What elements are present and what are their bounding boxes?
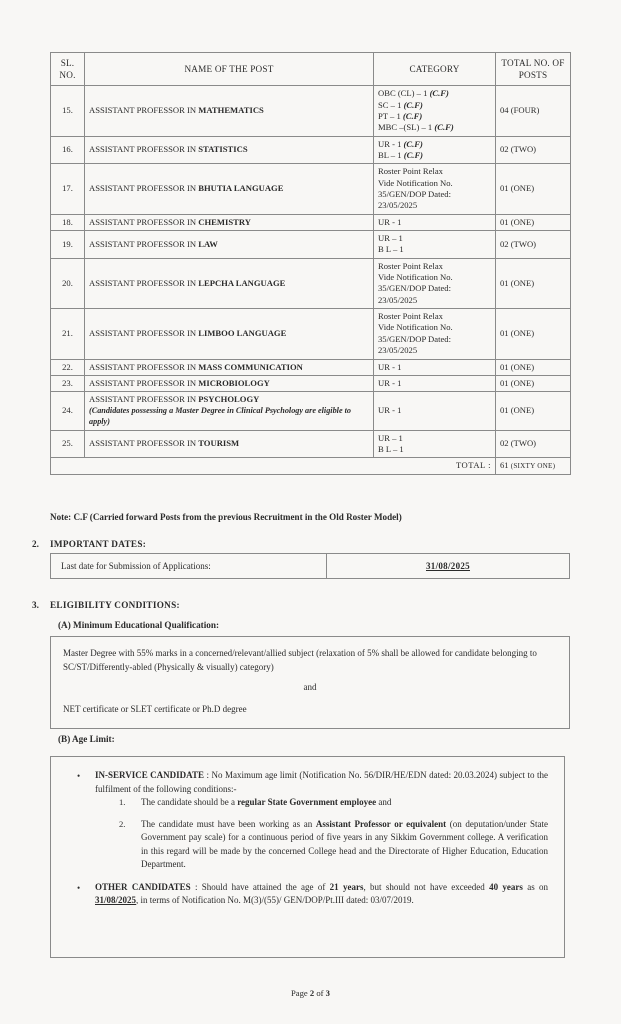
cell-category: UR – 1 B L – 1 xyxy=(374,231,496,259)
cell-category: OBC (CL) – 1 (C.F) SC – 1 (C.F) PT – 1 (C.F) MBC –(SL) – 1 (C.F) xyxy=(374,86,496,136)
cell-total-posts: 01 (ONE) xyxy=(496,258,571,308)
table-row xyxy=(51,392,571,430)
bullet-lead: OTHER CANDIDATES xyxy=(95,881,191,892)
table-row xyxy=(51,309,571,359)
cell-post-name: ASSISTANT PROFESSOR IN CHEMISTRY xyxy=(85,214,374,230)
cell-category: UR - 1 (C.F) BL – 1 (C.F) xyxy=(374,136,496,164)
important-dates-table xyxy=(50,553,570,579)
cell-total-posts: 04 (FOUR) xyxy=(496,86,571,136)
sub-item-number: 1. xyxy=(119,797,126,807)
cell-category: Roster Point Relax Vide Notification No. 35/GEN/DOP Dated: 23/05/2025 xyxy=(374,309,496,359)
age-limit-bullet: • IN-SERVICE CANDIDATE : No Maximum age limit (Notification No. 56/DIR/HE/EDN dated: 20.03.2024) subject to the fulfilment of the following conditions:- 1. The candidate should be a regular State Government employee and 2. The candidate must have been working as an Assistant Professor or equivalent (on deputation/under State Government pay scale) for a continuous period of five years in any Sikkim Government college. A verification in this regard will be made by the concerned College head and the Directorate of Higher Education, Education Department. xyxy=(67,769,548,872)
footer-middle: of xyxy=(314,988,326,998)
cell-total-posts: 01 (ONE) xyxy=(496,375,571,391)
bullet-sub-item: 2. The candidate must have been working as an Assistant Professor or equivalent (on deputation/under State Government pay scale) for a continuous period of five years in any Sikkim Government college. A verification in this regard will be made by the concerned College head and the Directorate of Higher Education, Education Department. xyxy=(119,818,548,869)
cell-sl-no: 20. xyxy=(51,258,85,308)
important-dates-heading: IMPORTANT DATES: xyxy=(50,539,147,549)
cell-post-name: ASSISTANT PROFESSOR IN LAW xyxy=(85,231,374,259)
last-date-value: 31/08/2025 xyxy=(327,554,570,579)
cell-sl-no: 16. xyxy=(51,136,85,164)
cell-category: UR - 1 xyxy=(374,375,496,391)
cell-total-posts: 01 (ONE) xyxy=(496,214,571,230)
page-footer xyxy=(0,988,621,998)
cell-post-name: ASSISTANT PROFESSOR IN MICROBIOLOGY xyxy=(85,375,374,391)
bullet-icon: • xyxy=(77,882,81,893)
header-sl-no: SL. NO. xyxy=(51,53,85,86)
posts-table-body xyxy=(51,86,571,474)
last-date-row xyxy=(51,554,570,579)
cell-post-name: ASSISTANT PROFESSOR IN TOURISM xyxy=(85,430,374,458)
cell-total-posts: 01 (ONE) xyxy=(496,164,571,214)
post-subject: BHUTIA LANGUAGE xyxy=(198,183,284,194)
sub-item-number: 2. xyxy=(119,818,126,829)
cell-category: Roster Point Relax Vide Notification No. 35/GEN/DOP Dated: 23/05/2025 xyxy=(374,164,496,214)
cell-category: UR - 1 xyxy=(374,392,496,430)
qualification-box xyxy=(50,636,570,729)
cell-post-name: ASSISTANT PROFESSOR IN MATHEMATICS xyxy=(85,86,374,136)
last-date-label: Last date for Submission of Applications: xyxy=(51,554,327,579)
cell-sl-no: 17. xyxy=(51,164,85,214)
cell-total-posts: 02 (TWO) xyxy=(496,430,571,458)
age-limit-subheading: (B) Age Limit: xyxy=(58,734,115,744)
eligibility-heading: ELIGIBILITY CONDITIONS: xyxy=(50,600,180,610)
table-row xyxy=(51,359,571,375)
header-name-of-post: NAME OF THE POST xyxy=(85,53,374,86)
table-row xyxy=(51,214,571,230)
cell-category: UR - 1 xyxy=(374,359,496,375)
footer-prefix: Page xyxy=(291,988,310,998)
bullet-sub-item: 1. The candidate should be a regular State Government employee and xyxy=(119,797,392,807)
post-subject: LAW xyxy=(198,238,218,249)
cell-sl-no: 21. xyxy=(51,309,85,359)
post-subject: LEPCHA LANGUAGE xyxy=(198,277,286,288)
post-subject: STATISTICS xyxy=(198,144,248,155)
table-row xyxy=(51,375,571,391)
total-label: TOTAL : xyxy=(51,458,496,475)
cell-sl-no: 22. xyxy=(51,359,85,375)
qualification-para-1: Master Degree with 55% marks in a concerned/relevant/allied subject (relaxation of 5% shall be allowed for candidate belonging to SC/ST/Differently-abled (Physically & visually) category) xyxy=(63,648,537,672)
post-eligibility-note: (Candidates possessing a Master Degree in Clinical Psychology are eligible to apply) xyxy=(89,405,351,426)
carried-forward-note: Note: C.F (Carried forward Posts from the previous Recruitment in the Old Roster Model) xyxy=(50,512,402,522)
total-value: 61 (SIXTY ONE) xyxy=(496,458,571,475)
eligibility-number: 3. xyxy=(32,600,39,610)
cell-post-name: ASSISTANT PROFESSOR IN LEPCHA LANGUAGE xyxy=(85,258,374,308)
cell-sl-no: 23. xyxy=(51,375,85,391)
table-row xyxy=(51,231,571,259)
header-total-posts: TOTAL NO. OF POSTS xyxy=(496,53,571,86)
cell-sl-no: 18. xyxy=(51,214,85,230)
cell-category: Roster Point Relax Vide Notification No. 35/GEN/DOP Dated: 23/05/2025 xyxy=(374,258,496,308)
table-total-row xyxy=(51,458,571,475)
bullet-lead: IN-SERVICE CANDIDATE xyxy=(95,770,205,780)
important-dates-number: 2. xyxy=(32,539,39,549)
table-header-row xyxy=(51,53,571,86)
table-row xyxy=(51,258,571,308)
cell-total-posts: 01 (ONE) xyxy=(496,309,571,359)
header-category: CATEGORY xyxy=(374,53,496,86)
cell-sl-no: 15. xyxy=(51,86,85,136)
post-subject: TOURISM xyxy=(198,438,240,449)
age-limit-bullet: • OTHER CANDIDATES : Should have attained the age of 21 years, but should not have exceeded 40 years as on 31/08/2025, in terms of Notification No. M(3)/(55)/ GEN/DOP/Pt.III dated: 03/07/2019. xyxy=(77,881,549,905)
table-row xyxy=(51,164,571,214)
post-subject: MICROBIOLOGY xyxy=(198,377,270,388)
footer-current-page: 2 xyxy=(309,988,315,998)
cell-category: UR - 1 xyxy=(374,214,496,230)
qualification-conjunction: and xyxy=(303,682,317,693)
cell-post-name: ASSISTANT PROFESSOR IN BHUTIA LANGUAGE xyxy=(85,164,374,214)
qualification-subheading: (A) Minimum Educational Qualification: xyxy=(58,620,220,630)
bullet-sub-list xyxy=(95,796,548,872)
footer-total-pages: 3 xyxy=(325,988,330,998)
cell-post-name: ASSISTANT PROFESSOR IN MASS COMMUNICATION xyxy=(85,359,374,375)
post-subject: CHEMISTRY xyxy=(198,216,251,227)
cell-sl-no: 24. xyxy=(51,392,85,430)
cell-sl-no: 19. xyxy=(51,231,85,259)
cell-post-name: ASSISTANT PROFESSOR IN PSYCHOLOGY (Candidates possessing a Master Degree in Clinical Psychology are eligible to apply) xyxy=(85,392,374,430)
cell-post-name: ASSISTANT PROFESSOR IN STATISTICS xyxy=(85,136,374,164)
table-row xyxy=(51,86,571,136)
post-subject: MASS COMMUNICATION xyxy=(198,361,303,372)
table-row xyxy=(51,430,571,458)
cell-post-name: ASSISTANT PROFESSOR IN LIMBOO LANGUAGE xyxy=(85,309,374,359)
cell-total-posts: 01 (ONE) xyxy=(496,359,571,375)
cell-category: UR – 1 B L – 1 xyxy=(374,430,496,458)
table-row xyxy=(51,136,571,164)
post-subject: LIMBOO LANGUAGE xyxy=(198,328,287,339)
post-subject: PSYCHOLOGY xyxy=(198,394,260,405)
posts-table xyxy=(50,52,571,475)
cell-total-posts: 01 (ONE) xyxy=(496,392,571,430)
cell-total-posts: 02 (TWO) xyxy=(496,136,571,164)
age-limit-box xyxy=(50,756,565,958)
cell-total-posts: 02 (TWO) xyxy=(496,231,571,259)
qualification-para-2: NET certificate or SLET certificate or Ph.D degree xyxy=(63,704,247,715)
cell-sl-no: 25. xyxy=(51,430,85,458)
post-subject: MATHEMATICS xyxy=(198,105,264,116)
bullet-icon: • xyxy=(77,771,81,781)
